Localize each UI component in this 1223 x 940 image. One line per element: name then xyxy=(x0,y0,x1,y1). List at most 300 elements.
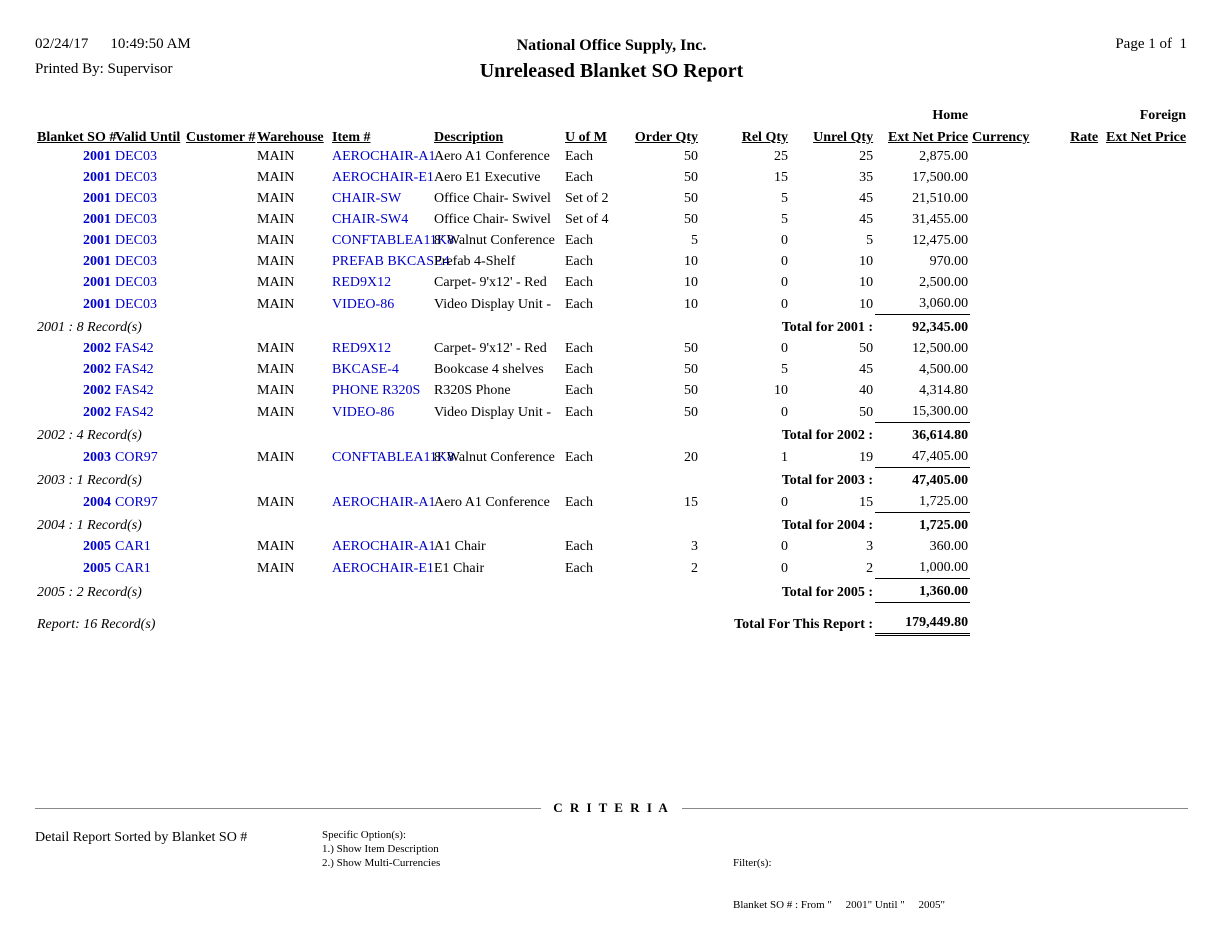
col-header-currency: Currency xyxy=(972,130,1030,145)
item-link[interactable]: AEROCHAIR-A1 xyxy=(332,539,436,554)
customer-number-cell xyxy=(113,536,184,557)
blank-cell xyxy=(970,423,1188,447)
uom-cell: Each xyxy=(565,383,593,398)
customer-link[interactable]: FAS42 xyxy=(115,383,154,398)
unrel-qty-cell: 2 xyxy=(866,560,874,576)
warehouse-cell: MAIN xyxy=(257,341,295,356)
customer-link[interactable]: DEC03 xyxy=(115,191,157,206)
customer-link[interactable]: DEC03 xyxy=(115,275,157,290)
rel-qty-cell: 0 xyxy=(781,404,788,420)
rel-qty-cell: 15 xyxy=(774,170,788,185)
criteria-heading: C R I T E R I A xyxy=(553,800,670,815)
print-date: 02/24/17 xyxy=(35,36,89,52)
item-link[interactable]: CONFTABLEA11K8 xyxy=(332,233,455,248)
currency-cell xyxy=(970,188,1035,209)
foreign-ext-net-price-cell xyxy=(1100,557,1188,579)
item-cell xyxy=(330,230,455,251)
customer-number-cell xyxy=(113,209,184,230)
unrel-qty-cell: 10 xyxy=(859,296,874,312)
report-title: Unreleased Blanket SO Report xyxy=(479,60,744,82)
warehouse-cell: MAIN xyxy=(257,149,295,164)
item-cell xyxy=(330,146,436,167)
description-cell: A1 Chair xyxy=(434,539,486,554)
item-link[interactable]: RED9X12 xyxy=(332,341,392,356)
group-total-row xyxy=(35,579,1188,603)
home-ext-net-price-cell: 21,510.00 xyxy=(912,191,969,206)
col-header-blanket-so: Blanket SO # xyxy=(37,130,117,145)
item-link[interactable]: CHAIR-SW4 xyxy=(332,212,409,227)
blanket-so-link[interactable]: 2001 xyxy=(83,149,111,164)
description-cell: Aero E1 Executive xyxy=(434,170,541,185)
item-cell xyxy=(330,491,436,513)
blank-cell xyxy=(184,293,255,315)
specific-options xyxy=(322,828,440,870)
blank-cell xyxy=(970,513,1188,537)
col-header-unrel-qty: Unrel Qty xyxy=(813,130,874,145)
blank-cell xyxy=(184,230,255,251)
blanket-so-cell xyxy=(35,230,113,251)
unrel-qty-cell: 5 xyxy=(866,233,874,248)
item-link[interactable]: CONFTABLEA11K8 xyxy=(332,449,455,465)
currency-cell xyxy=(970,359,1035,380)
customer-link[interactable]: DEC03 xyxy=(115,170,157,185)
home-ext-net-price-cell: 17,500.00 xyxy=(912,170,969,185)
warehouse-cell: MAIN xyxy=(257,233,295,248)
table-row xyxy=(35,536,1188,557)
rate-cell xyxy=(1035,338,1100,359)
customer-link[interactable]: CAR1 xyxy=(115,560,151,576)
blanket-so-link[interactable]: 2003 xyxy=(83,449,111,465)
currency-cell xyxy=(970,272,1035,293)
order-qty-cell: 50 xyxy=(684,362,698,377)
report-heading xyxy=(0,37,1223,83)
warehouse-cell: MAIN xyxy=(257,539,295,554)
blanket-so-cell xyxy=(35,146,113,167)
rate-cell xyxy=(1035,272,1100,293)
filter-blanket-so: Blanket SO # : From " 2001" Until " 2005" xyxy=(733,899,945,911)
customer-link[interactable]: FAS42 xyxy=(115,341,154,356)
foreign-ext-net-price-cell xyxy=(1100,359,1188,380)
blanket-so-cell xyxy=(35,446,113,468)
currency-cell xyxy=(970,380,1035,401)
uom-cell: Set of 4 xyxy=(565,212,609,227)
order-qty-cell: 50 xyxy=(684,149,698,164)
table-row xyxy=(35,338,1188,359)
home-ext-net-price-cell: 12,475.00 xyxy=(912,233,969,248)
rel-qty-cell: 5 xyxy=(781,191,788,206)
page-number: Page 1 of 1 xyxy=(1115,36,1187,52)
item-cell xyxy=(330,380,432,401)
item-cell xyxy=(330,536,436,557)
group-total-row xyxy=(35,468,1188,492)
unrel-qty-cell: 10 xyxy=(859,275,874,290)
order-qty-cell: 50 xyxy=(684,191,698,206)
blanket-so-cell xyxy=(35,272,113,293)
order-qty-cell: 50 xyxy=(684,341,698,356)
description-cell: Video Display Unit - xyxy=(434,404,551,420)
rate-cell xyxy=(1035,293,1100,315)
uom-cell: Each xyxy=(565,149,593,164)
blank-cell xyxy=(970,468,1188,492)
warehouse-cell: MAIN xyxy=(257,212,295,227)
blanket-so-cell xyxy=(35,536,113,557)
description-cell: Office Chair- Swivel xyxy=(434,212,551,227)
foreign-ext-net-price-cell xyxy=(1100,293,1188,315)
customer-number-cell xyxy=(113,557,184,579)
item-link[interactable]: BKCASE-4 xyxy=(332,362,399,377)
item-cell xyxy=(330,338,432,359)
warehouse-cell: MAIN xyxy=(257,449,295,465)
rate-cell xyxy=(1035,167,1100,188)
blanket-so-link[interactable]: 2005 xyxy=(83,539,111,554)
customer-number-cell xyxy=(113,251,184,272)
col-header-home: Home xyxy=(932,108,969,123)
order-qty-cell: 3 xyxy=(691,539,698,554)
description-cell: Prefab 4-Shelf xyxy=(434,254,516,269)
foreign-ext-net-price-cell xyxy=(1100,209,1188,230)
item-link[interactable]: AEROCHAIR-A1 xyxy=(332,149,436,164)
table-row xyxy=(35,491,1188,513)
currency-cell xyxy=(970,557,1035,579)
currency-cell xyxy=(970,251,1035,272)
col-header-description: Description xyxy=(434,130,504,145)
group-total-value: 92,345.00 xyxy=(875,315,970,339)
currency-cell xyxy=(970,446,1035,468)
rel-qty-cell: 0 xyxy=(781,296,788,312)
item-link[interactable]: PREFAB BKCASE4 xyxy=(332,254,450,269)
blanket-so-link[interactable]: 2001 xyxy=(83,191,111,206)
specific-option-2: 2.) Show Multi-Currencies xyxy=(322,857,441,869)
uom-cell: Each xyxy=(565,494,593,510)
uom-cell: Each xyxy=(565,170,593,185)
report-total-label: Total For This Report : xyxy=(734,616,874,632)
foreign-ext-net-price-cell xyxy=(1100,230,1188,251)
printed-by: Printed By: Supervisor xyxy=(35,61,173,77)
unrel-qty-cell: 25 xyxy=(859,149,874,164)
blanket-so-link[interactable]: 2001 xyxy=(83,212,111,227)
home-ext-net-price-cell: 12,500.00 xyxy=(912,341,969,356)
customer-link[interactable]: COR97 xyxy=(115,449,158,465)
uom-cell: Each xyxy=(565,404,593,420)
specific-options-title: Specific Option(s): xyxy=(322,829,407,841)
item-cell xyxy=(330,272,432,293)
customer-link[interactable]: DEC03 xyxy=(115,233,157,248)
warehouse-cell: MAIN xyxy=(257,362,295,377)
item-cell xyxy=(330,557,432,579)
foreign-ext-net-price-cell xyxy=(1100,380,1188,401)
filters-title: Filter(s): xyxy=(733,857,772,869)
customer-number-cell xyxy=(113,230,184,251)
rate-cell xyxy=(1035,491,1100,513)
warehouse-cell: MAIN xyxy=(257,170,295,185)
blanket-so-cell xyxy=(35,188,113,209)
blanket-so-cell xyxy=(35,359,113,380)
item-link[interactable]: VIDEO-86 xyxy=(332,296,395,312)
group-total-value: 1,360.00 xyxy=(875,579,970,603)
foreign-ext-net-price-cell xyxy=(1100,188,1188,209)
group-total-row xyxy=(35,423,1188,447)
blanket-so-link[interactable]: 2004 xyxy=(83,494,111,510)
report-total-value: 179,449.80 xyxy=(875,603,970,635)
rate-cell xyxy=(1035,401,1100,423)
order-qty-cell: 15 xyxy=(684,494,698,510)
blank-cell xyxy=(184,167,255,188)
home-ext-net-price-cell: 3,060.00 xyxy=(919,296,969,311)
home-ext-net-price-cell: 4,314.80 xyxy=(919,383,969,398)
table-row xyxy=(35,359,1188,380)
home-ext-net-price-cell: 970.00 xyxy=(929,254,969,269)
home-ext-net-price-cell: 1,725.00 xyxy=(919,494,969,509)
blank-cell xyxy=(970,603,1188,635)
item-link[interactable]: AEROCHAIR-E1 xyxy=(332,170,434,185)
description-cell: E1 Chair xyxy=(434,560,485,576)
rel-qty-cell: 5 xyxy=(781,362,788,377)
criteria-rule-right xyxy=(682,808,1188,809)
criteria-details xyxy=(35,828,1188,911)
item-link[interactable]: AEROCHAIR-A1 xyxy=(332,494,436,510)
foreign-ext-net-price-cell xyxy=(1100,338,1188,359)
description-cell: R320S Phone xyxy=(434,383,511,398)
blanket-so-link[interactable]: 2001 xyxy=(83,254,111,269)
item-link[interactable]: RED9X12 xyxy=(332,275,392,290)
unrel-qty-cell: 19 xyxy=(859,449,874,465)
item-link[interactable]: VIDEO-86 xyxy=(332,404,395,420)
uom-cell: Each xyxy=(565,362,593,377)
customer-number-cell xyxy=(113,338,184,359)
warehouse-cell: MAIN xyxy=(257,560,295,576)
blanket-so-link[interactable]: 2001 xyxy=(83,296,111,312)
unrel-qty-cell: 40 xyxy=(859,383,874,398)
group-total-label: Total for 2005 : xyxy=(781,584,874,600)
report-table-body xyxy=(35,146,1188,635)
group-total-row xyxy=(35,315,1188,339)
rel-qty-cell: 5 xyxy=(781,212,788,227)
order-qty-cell: 20 xyxy=(684,449,698,465)
item-link[interactable]: AEROCHAIR-E1 xyxy=(332,560,434,576)
home-ext-net-price-cell: 1,000.00 xyxy=(919,560,969,575)
blanket-so-cell xyxy=(35,167,113,188)
customer-number-cell xyxy=(113,188,184,209)
item-link[interactable]: PHONE R320S xyxy=(332,383,421,398)
home-ext-net-price-cell: 47,405.00 xyxy=(912,449,969,464)
customer-link[interactable]: DEC03 xyxy=(115,254,157,269)
report-total-row xyxy=(35,603,1188,635)
item-cell xyxy=(330,167,432,188)
customer-number-cell xyxy=(113,401,184,423)
blank-cell xyxy=(184,338,255,359)
description-cell: Carpet- 9'x12' - Red xyxy=(434,275,547,290)
rel-qty-cell: 1 xyxy=(781,449,788,465)
table-row xyxy=(35,230,1188,251)
report-table-header xyxy=(35,104,1188,146)
rel-qty-cell: 0 xyxy=(781,560,788,576)
table-row xyxy=(35,557,1188,579)
rel-qty-cell: 0 xyxy=(781,254,788,269)
item-cell xyxy=(330,359,432,380)
blanket-so-cell xyxy=(35,491,113,513)
uom-cell: Each xyxy=(565,233,593,248)
item-link[interactable]: CHAIR-SW xyxy=(332,191,402,206)
item-cell xyxy=(330,209,432,230)
blanket-so-link[interactable]: 2001 xyxy=(83,275,111,290)
blanket-so-cell xyxy=(35,380,113,401)
unrel-qty-cell: 50 xyxy=(859,341,874,356)
warehouse-cell: MAIN xyxy=(257,296,295,312)
blank-cell xyxy=(970,104,1100,124)
order-qty-cell: 50 xyxy=(684,404,698,420)
warehouse-cell: MAIN xyxy=(257,254,295,269)
unrel-qty-cell: 3 xyxy=(866,539,874,554)
order-qty-cell: 50 xyxy=(684,170,698,185)
blanket-so-cell xyxy=(35,251,113,272)
rate-cell xyxy=(1035,146,1100,167)
customer-link[interactable]: FAS42 xyxy=(115,362,154,377)
item-cell xyxy=(330,446,455,468)
description-cell: Aero A1 Conference xyxy=(434,149,550,164)
customer-number-cell xyxy=(113,491,184,513)
blank-cell xyxy=(35,104,875,124)
table-row xyxy=(35,272,1188,293)
description-cell: 8' Walnut Conference xyxy=(434,449,555,465)
group-record-count: 2003 : 1 Record(s) xyxy=(37,473,142,488)
blanket-so-cell xyxy=(35,557,113,579)
unrel-qty-cell: 15 xyxy=(859,494,874,510)
table-row xyxy=(35,167,1188,188)
blank-cell xyxy=(184,209,255,230)
rel-qty-cell: 0 xyxy=(781,539,788,554)
customer-number-cell xyxy=(113,359,184,380)
blank-cell xyxy=(184,146,255,167)
group-total-row xyxy=(35,513,1188,537)
report-record-count: Report: 16 Record(s) xyxy=(37,616,156,632)
group-record-count: 2001 : 8 Record(s) xyxy=(37,320,142,335)
rate-cell xyxy=(1035,557,1100,579)
foreign-ext-net-price-cell xyxy=(1100,536,1188,557)
blanket-so-cell xyxy=(35,293,113,315)
blanket-so-cell xyxy=(35,209,113,230)
blank-cell xyxy=(184,380,255,401)
customer-link[interactable]: DEC03 xyxy=(115,296,157,312)
customer-number-cell xyxy=(113,380,184,401)
customer-link[interactable]: DEC03 xyxy=(115,149,157,164)
col-header-warehouse: Warehouse xyxy=(257,130,324,145)
group-total-label: Total for 2004 : xyxy=(781,518,874,533)
group-total-label: Total for 2001 : xyxy=(781,320,874,335)
col-header-rel-qty: Rel Qty xyxy=(741,130,788,145)
col-header-rate: Rate xyxy=(1070,130,1099,145)
home-ext-net-price-cell: 2,875.00 xyxy=(919,149,969,164)
customer-number-cell xyxy=(113,446,184,468)
order-qty-cell: 5 xyxy=(691,233,698,248)
blank-cell xyxy=(184,557,255,579)
rel-qty-cell: 0 xyxy=(781,341,788,356)
rate-cell xyxy=(1035,359,1100,380)
blanket-so-cell xyxy=(35,401,113,423)
customer-link[interactable]: CAR1 xyxy=(115,539,151,554)
table-row xyxy=(35,146,1188,167)
foreign-ext-net-price-cell xyxy=(1100,146,1188,167)
blanket-so-link[interactable]: 2001 xyxy=(83,170,111,185)
blanket-so-link[interactable]: 2002 xyxy=(83,341,111,356)
blank-cell xyxy=(970,315,1188,339)
foreign-ext-net-price-cell xyxy=(1100,446,1188,468)
rel-qty-cell: 0 xyxy=(781,275,788,290)
warehouse-cell: MAIN xyxy=(257,275,295,290)
currency-cell xyxy=(970,338,1035,359)
currency-cell xyxy=(970,293,1035,315)
col-header-foreign-ext-net-price: Ext Net Price xyxy=(1106,130,1187,145)
rate-cell xyxy=(1035,380,1100,401)
blanket-so-link[interactable]: 2002 xyxy=(83,404,111,420)
uom-cell: Each xyxy=(565,539,593,554)
customer-link[interactable]: DEC03 xyxy=(115,212,157,227)
description-cell: Carpet- 9'x12' - Red xyxy=(434,341,547,356)
item-cell xyxy=(330,293,432,315)
group-total-value: 1,725.00 xyxy=(875,513,970,537)
table-row xyxy=(35,209,1188,230)
group-total-value: 47,405.00 xyxy=(875,468,970,492)
blanket-so-link[interactable]: 2005 xyxy=(83,560,111,576)
rate-cell xyxy=(1035,446,1100,468)
currency-cell xyxy=(970,146,1035,167)
filters xyxy=(733,828,945,940)
unrel-qty-cell: 35 xyxy=(859,170,874,185)
rel-qty-cell: 0 xyxy=(781,494,788,510)
customer-link[interactable]: COR97 xyxy=(115,494,158,510)
rel-qty-cell: 10 xyxy=(774,383,788,398)
description-cell: Office Chair- Swivel xyxy=(434,191,551,206)
group-record-count: 2004 : 1 Record(s) xyxy=(37,518,142,533)
blanket-so-link[interactable]: 2002 xyxy=(83,362,111,377)
criteria-section xyxy=(35,800,1188,911)
customer-number-cell xyxy=(113,167,184,188)
rate-cell xyxy=(1035,188,1100,209)
blank-cell xyxy=(184,401,255,423)
column-header-row xyxy=(35,124,1188,146)
col-header-valid-until: Valid Until xyxy=(115,130,181,145)
price-currency-header-row xyxy=(35,104,1188,124)
warehouse-cell: MAIN xyxy=(257,494,295,510)
description-cell: Video Display Unit - xyxy=(434,296,551,312)
home-ext-net-price-cell: 15,300.00 xyxy=(912,404,969,419)
col-header-customer: Customer # xyxy=(186,130,256,145)
item-cell xyxy=(330,188,432,209)
group-total-label: Total for 2002 : xyxy=(781,428,874,443)
blanket-so-link[interactable]: 2001 xyxy=(83,233,111,248)
warehouse-cell: MAIN xyxy=(257,383,295,398)
home-ext-net-price-cell: 4,500.00 xyxy=(919,362,969,377)
print-time: 10:49:50 AM xyxy=(110,36,191,52)
rate-cell xyxy=(1035,230,1100,251)
group-total-label: Total for 2003 : xyxy=(781,473,874,488)
rate-cell xyxy=(1035,536,1100,557)
currency-cell xyxy=(970,230,1035,251)
report-table xyxy=(35,104,1188,636)
description-cell: 8' Walnut Conference xyxy=(434,233,555,248)
description-cell: Bookcase 4 shelves xyxy=(434,362,544,377)
group-record-count: 2005 : 2 Record(s) xyxy=(37,584,142,600)
customer-link[interactable]: FAS42 xyxy=(115,404,154,420)
group-record-count: 2002 : 4 Record(s) xyxy=(37,428,142,443)
rate-cell xyxy=(1035,209,1100,230)
home-ext-net-price-cell: 31,455.00 xyxy=(912,212,969,227)
unrel-qty-cell: 50 xyxy=(859,404,874,420)
blank-cell xyxy=(184,188,255,209)
description-cell: Aero A1 Conference xyxy=(434,494,550,510)
uom-cell: Set of 2 xyxy=(565,191,609,206)
blanket-so-link[interactable]: 2002 xyxy=(83,383,111,398)
home-ext-net-price-cell: 360.00 xyxy=(929,539,969,554)
